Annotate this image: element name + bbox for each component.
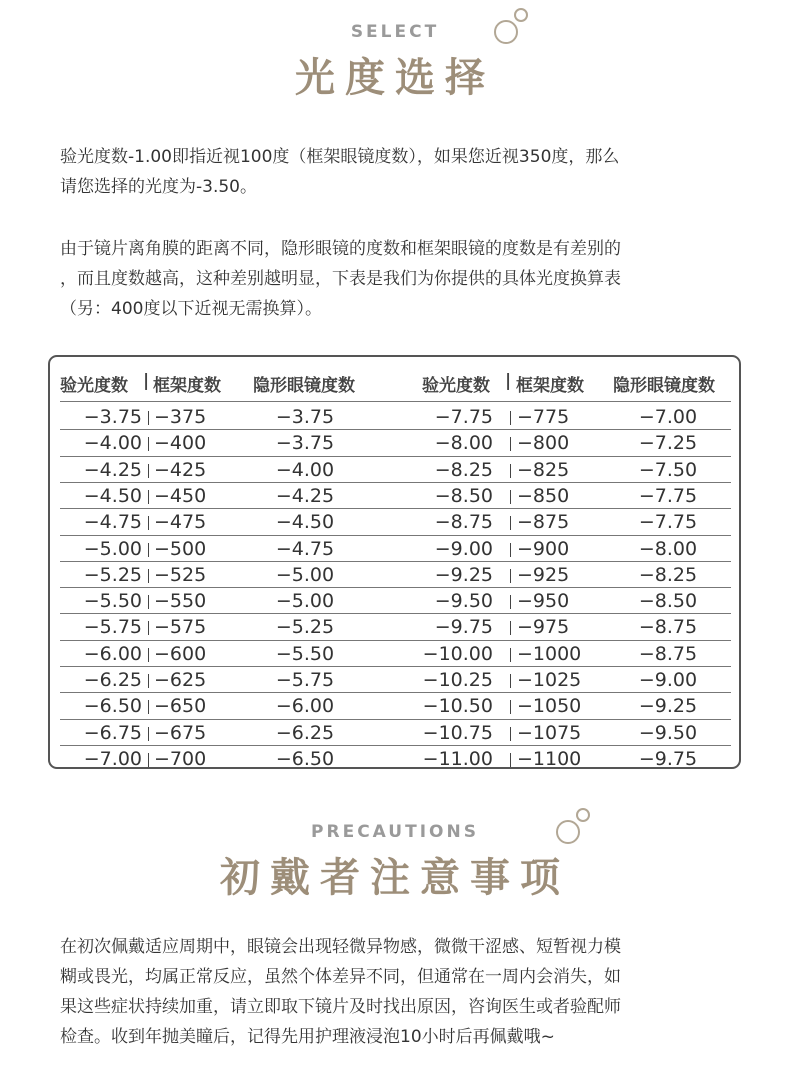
cell-contact-right: −8.75 <box>638 616 698 639</box>
table-row <box>50 536 739 562</box>
column-divider <box>510 700 511 714</box>
table-row <box>50 667 739 693</box>
cell-refraction-left: −5.75 <box>83 616 142 639</box>
cell-refraction-right: −8.50 <box>434 484 493 507</box>
cell-refraction-left: −5.00 <box>83 537 142 560</box>
cell-frame-left: −550 <box>154 590 207 613</box>
column-divider <box>510 621 511 635</box>
cell-frame-right: −775 <box>517 406 570 428</box>
cell-contact-left: −6.50 <box>275 747 335 770</box>
column-divider <box>148 569 149 583</box>
column-divider <box>510 411 511 425</box>
cell-contact-left: −3.75 <box>275 406 335 428</box>
header-frame: 框架度数 <box>153 376 221 396</box>
cell-contact-right: −7.50 <box>638 458 698 481</box>
cell-frame-left: −500 <box>154 537 207 560</box>
column-divider <box>148 648 149 662</box>
cell-refraction-left: −6.50 <box>83 695 142 718</box>
cell-frame-right: −925 <box>517 563 570 586</box>
cell-frame-right: −875 <box>517 511 570 534</box>
table-row <box>50 588 739 614</box>
column-divider <box>148 437 149 451</box>
column-divider <box>148 753 149 767</box>
cell-frame-left: −700 <box>154 747 207 770</box>
table-row <box>50 746 739 772</box>
header-contact-right: 隐形眼镜度数 <box>613 376 715 396</box>
column-divider <box>510 595 511 609</box>
cell-contact-left: −6.00 <box>275 695 335 718</box>
cell-contact-right: −7.25 <box>638 432 698 455</box>
table-row <box>50 430 739 456</box>
cell-frame-right: −800 <box>517 432 570 455</box>
section-title: 初戴者注意事项 <box>220 855 570 901</box>
column-divider <box>148 700 149 714</box>
cell-contact-right: −8.25 <box>638 563 698 586</box>
cell-frame-left: −575 <box>154 616 207 639</box>
cell-refraction-left: −5.25 <box>83 563 142 586</box>
table-header <box>50 367 739 399</box>
column-divider <box>148 595 149 609</box>
cell-refraction-right: −10.50 <box>422 695 493 718</box>
cell-contact-right: −9.25 <box>638 695 698 718</box>
cell-refraction-left: −5.50 <box>83 590 142 613</box>
cell-refraction-right: −7.75 <box>434 406 493 428</box>
table-row <box>50 509 739 535</box>
intro-line: 请您选择的光度为-3.50。 <box>60 177 257 197</box>
table-row <box>50 483 739 509</box>
precautions-paragraph <box>60 932 740 1052</box>
column-divider <box>148 464 149 478</box>
column-divider <box>148 411 149 425</box>
precautions-header <box>0 822 790 903</box>
precautions-line: 在初次佩戴适应周期中，眼镜会出现轻微异物感，微微干涩感、短暂视力模 <box>60 937 621 957</box>
cell-frame-right: −1050 <box>517 695 582 718</box>
cell-contact-left: −4.25 <box>275 484 335 507</box>
header-rule <box>60 401 731 402</box>
header-contact: 隐形眼镜度数 <box>253 376 355 396</box>
table-row <box>50 641 739 667</box>
cell-contact-right: −8.00 <box>638 537 698 560</box>
column-divider <box>510 648 511 662</box>
cell-frame-left: −425 <box>154 458 207 481</box>
column-divider <box>510 490 511 504</box>
cell-contact-left: −3.75 <box>275 432 335 455</box>
cell-frame-left: −400 <box>154 432 207 455</box>
cell-refraction-left: −6.25 <box>83 669 142 691</box>
cell-refraction-right: −10.25 <box>422 669 493 691</box>
cell-contact-left: −5.25 <box>275 616 335 639</box>
cell-contact-right: −7.00 <box>638 406 698 428</box>
column-divider <box>148 516 149 530</box>
cell-contact-right: −9.75 <box>638 747 698 770</box>
column-divider <box>510 437 511 451</box>
cell-frame-right: −825 <box>517 458 570 481</box>
cell-refraction-right: −9.00 <box>434 537 493 560</box>
cell-refraction-left: −7.00 <box>83 747 142 770</box>
column-divider <box>510 543 511 557</box>
cell-frame-left: −475 <box>154 511 207 534</box>
cell-frame-left: −375 <box>154 406 207 428</box>
cell-refraction-right: −9.25 <box>434 563 493 586</box>
column-divider <box>148 621 149 635</box>
cell-refraction-left: −4.25 <box>83 458 142 481</box>
column-divider <box>510 569 511 583</box>
cell-contact-right: −7.75 <box>638 511 698 534</box>
cell-refraction-right: −8.75 <box>434 511 493 534</box>
cell-refraction-right: −9.50 <box>434 590 493 613</box>
select-header <box>0 22 790 103</box>
column-divider <box>510 464 511 478</box>
cell-frame-right: −850 <box>517 484 570 507</box>
cell-contact-left: −4.75 <box>275 537 335 560</box>
intro-paragraph-1 <box>60 142 740 202</box>
precautions-line: 检查。收到年抛美瞳后，记得先用护理液浸泡10小时后再佩戴哦~ <box>60 1027 555 1047</box>
cell-frame-right: −975 <box>517 616 570 639</box>
cell-frame-right: −1025 <box>517 669 582 691</box>
table-row <box>50 404 739 430</box>
cell-contact-right: −9.00 <box>638 669 698 691</box>
column-divider <box>510 674 511 688</box>
cell-frame-right: −1075 <box>517 721 582 744</box>
column-divider <box>148 490 149 504</box>
cell-frame-right: −950 <box>517 590 570 613</box>
intro-line: ，而且度数越高，这种差别越明显，下表是我们为你提供的具体光度换算表 <box>60 269 621 289</box>
cell-refraction-right: −9.75 <box>434 616 493 639</box>
column-divider <box>510 753 511 767</box>
cell-contact-right: −9.50 <box>638 721 698 744</box>
cell-frame-right: −900 <box>517 537 570 560</box>
cell-refraction-right: −8.25 <box>434 458 493 481</box>
intro-line: 由于镜片离角膜的距离不同，隐形眼镜的度数和框架眼镜的度数是有差别的 <box>60 239 621 259</box>
column-divider <box>510 516 511 530</box>
cell-frame-left: −675 <box>154 721 207 744</box>
table-row <box>50 693 739 719</box>
cell-frame-left: −600 <box>154 642 207 665</box>
cell-refraction-left: −6.75 <box>83 721 142 744</box>
intro-line: 验光度数-1.00即指近视100度（框架眼镜度数），如果您近视350度，那么 <box>60 147 620 167</box>
header-refraction-right: 验光度数 <box>422 376 490 396</box>
cell-refraction-right: −10.75 <box>422 721 493 744</box>
table-row <box>50 614 739 640</box>
cell-frame-right: −1000 <box>517 642 582 665</box>
cell-frame-left: −525 <box>154 563 207 586</box>
section-eyebrow: PRECAUTIONS <box>311 822 479 842</box>
section-eyebrow: SELECT <box>350 22 440 42</box>
column-divider <box>148 727 149 741</box>
cell-contact-left: −5.00 <box>275 590 335 613</box>
cell-contact-left: −6.25 <box>275 721 335 744</box>
header-divider: | <box>143 371 150 391</box>
intro-paragraph-2 <box>60 234 740 324</box>
precautions-line: 果这些症状持续加重，请立即取下镜片及时找出原因，咨询医生或者验配师 <box>60 997 621 1017</box>
cell-refraction-left: −3.75 <box>83 406 142 428</box>
cell-contact-right: −8.75 <box>638 642 698 665</box>
cell-frame-left: −450 <box>154 484 207 507</box>
cell-frame-right: −1100 <box>517 747 582 770</box>
cell-frame-left: −625 <box>154 669 207 691</box>
cell-contact-left: −4.50 <box>275 511 335 534</box>
table-row <box>50 562 739 588</box>
column-divider <box>148 674 149 688</box>
cell-refraction-left: −4.75 <box>83 511 142 534</box>
header-divider: | <box>505 371 512 391</box>
cell-refraction-right: −10.00 <box>422 642 493 665</box>
header-frame-right: 框架度数 <box>516 376 584 396</box>
table-row <box>50 457 739 483</box>
intro-line: （另：400度以下近视无需换算）。 <box>60 299 322 319</box>
conversion-table <box>48 355 741 769</box>
cell-frame-left: −650 <box>154 695 207 718</box>
cell-refraction-right: −8.00 <box>434 432 493 455</box>
cell-contact-left: −5.00 <box>275 563 335 586</box>
column-divider <box>148 543 149 557</box>
header-refraction: 验光度数 <box>60 376 128 396</box>
cell-contact-left: −4.00 <box>275 458 335 481</box>
cell-refraction-left: −4.00 <box>83 432 142 455</box>
cell-contact-right: −7.75 <box>638 484 698 507</box>
cell-contact-left: −5.50 <box>275 642 335 665</box>
cell-refraction-right: −11.00 <box>422 747 493 770</box>
section-title: 光度选择 <box>295 55 495 101</box>
cell-refraction-left: −6.00 <box>83 642 142 665</box>
cell-contact-left: −5.75 <box>275 669 335 691</box>
cell-contact-right: −8.50 <box>638 590 698 613</box>
column-divider <box>510 727 511 741</box>
table-row <box>50 720 739 746</box>
precautions-line: 糊或畏光，均属正常反应，虽然个体差异不同，但通常在一周内会消失，如 <box>60 967 621 987</box>
cell-refraction-left: −4.50 <box>83 484 142 507</box>
